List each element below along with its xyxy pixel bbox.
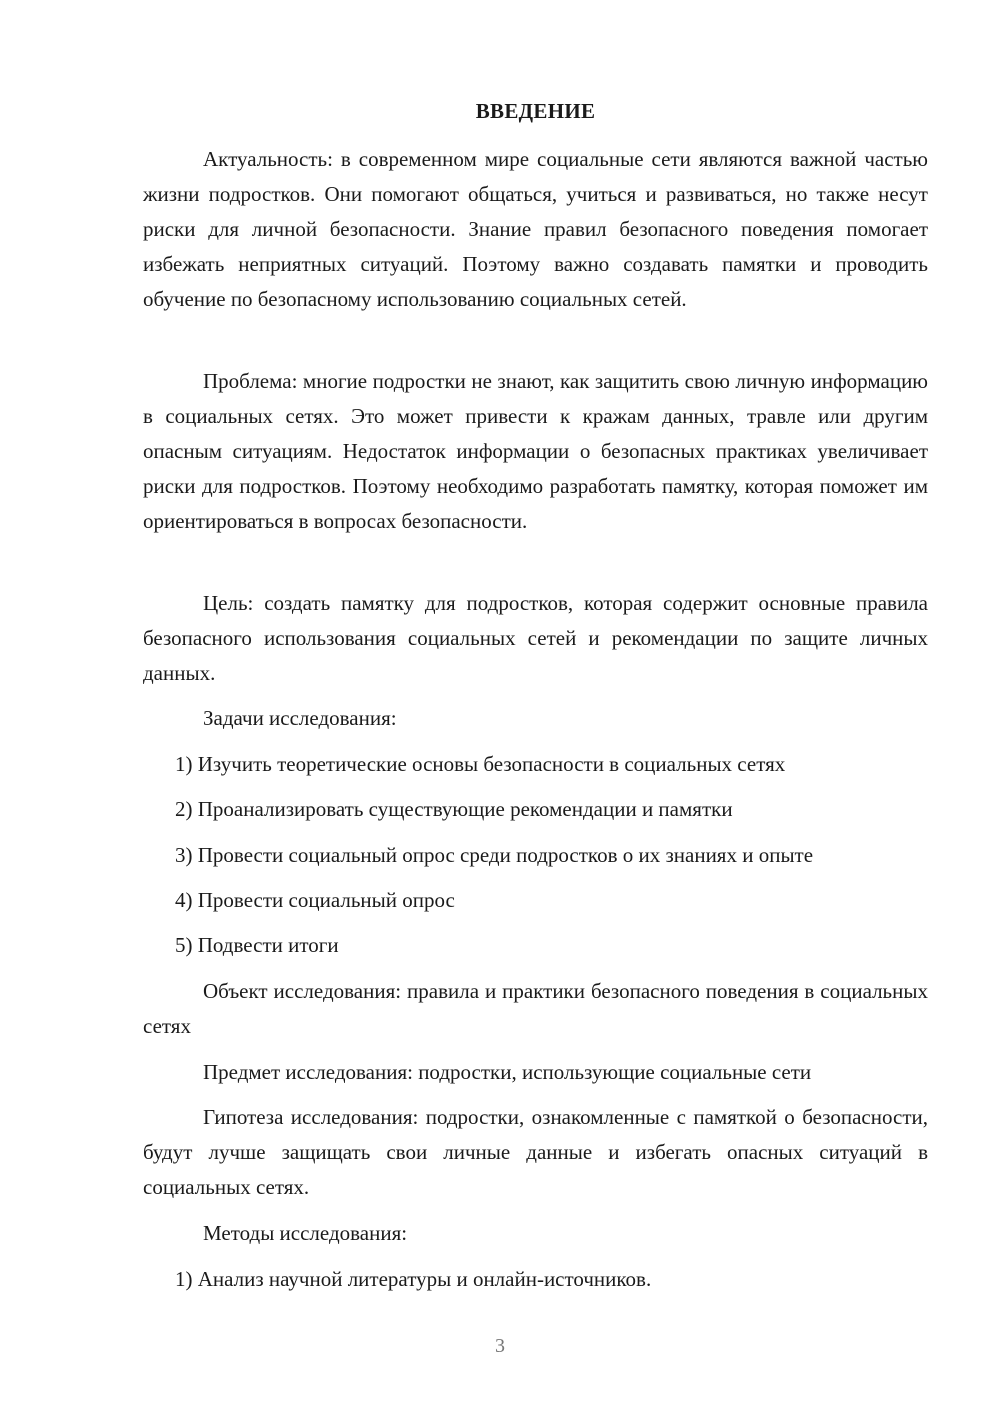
goal-paragraph: Цель: создать памятку для подростков, которая содержит основные правила безопасного использования социальных сетей и рекомендации по защите личных данных. [143,591,928,685]
tasks-heading: Задачи исследования: [203,706,397,730]
object-paragraph: Объект исследования: правила и практики безопасного поведения в социальных сетях [143,979,928,1038]
method-item: 1) Анализ научной литературы и онлайн-источников. [175,1267,652,1291]
problem-paragraph: Проблема: многие подростки не знают, как защитить свою личную информацию в социальных сетях. Это может привести к кражам данных, травле или другим опасным ситуациям. Недостаток информации о безопасных практиках увеличивает риски для подростков. Поэтому необходимо разработать памятку, которая поможет им ориентироваться в вопросах безопасности. [143,369,928,533]
section-heading: ВВЕДЕНИЕ [475,99,596,123]
relevance-paragraph: Актуальность: в современном мире социальные сети являются важной частью жизни подростков. Они помогают общаться, учиться и развиваться, но также несут риски для личной безопасности. Знание правил безопасного поведения помогает избежать неприятных ситуаций. Поэтому важно создавать памятки и проводить обучение по безопасному использованию социальных сетей. [143,147,928,311]
subject-paragraph: Предмет исследования: подростки, использующие социальные сети [203,1060,812,1084]
task-item: 5) Подвести итоги [175,933,339,957]
hypothesis-paragraph: Гипотеза исследования: подростки, ознакомленные с памяткой о безопасности, будут лучше защищать свои личные данные и избегать опасных ситуаций в социальных сетях. [143,1105,928,1199]
page-number: 3 [495,1335,505,1357]
task-item: 2) Проанализировать существующие рекомендации и памятки [175,797,733,821]
methods-heading: Методы исследования: [203,1221,408,1245]
task-item: 1) Изучить теоретические основы безопасности в социальных сетях [175,752,786,776]
task-item: 4) Провести социальный опрос [175,888,455,912]
task-item: 3) Провести социальный опрос среди подростков о их знаниях и опыте [175,843,814,867]
